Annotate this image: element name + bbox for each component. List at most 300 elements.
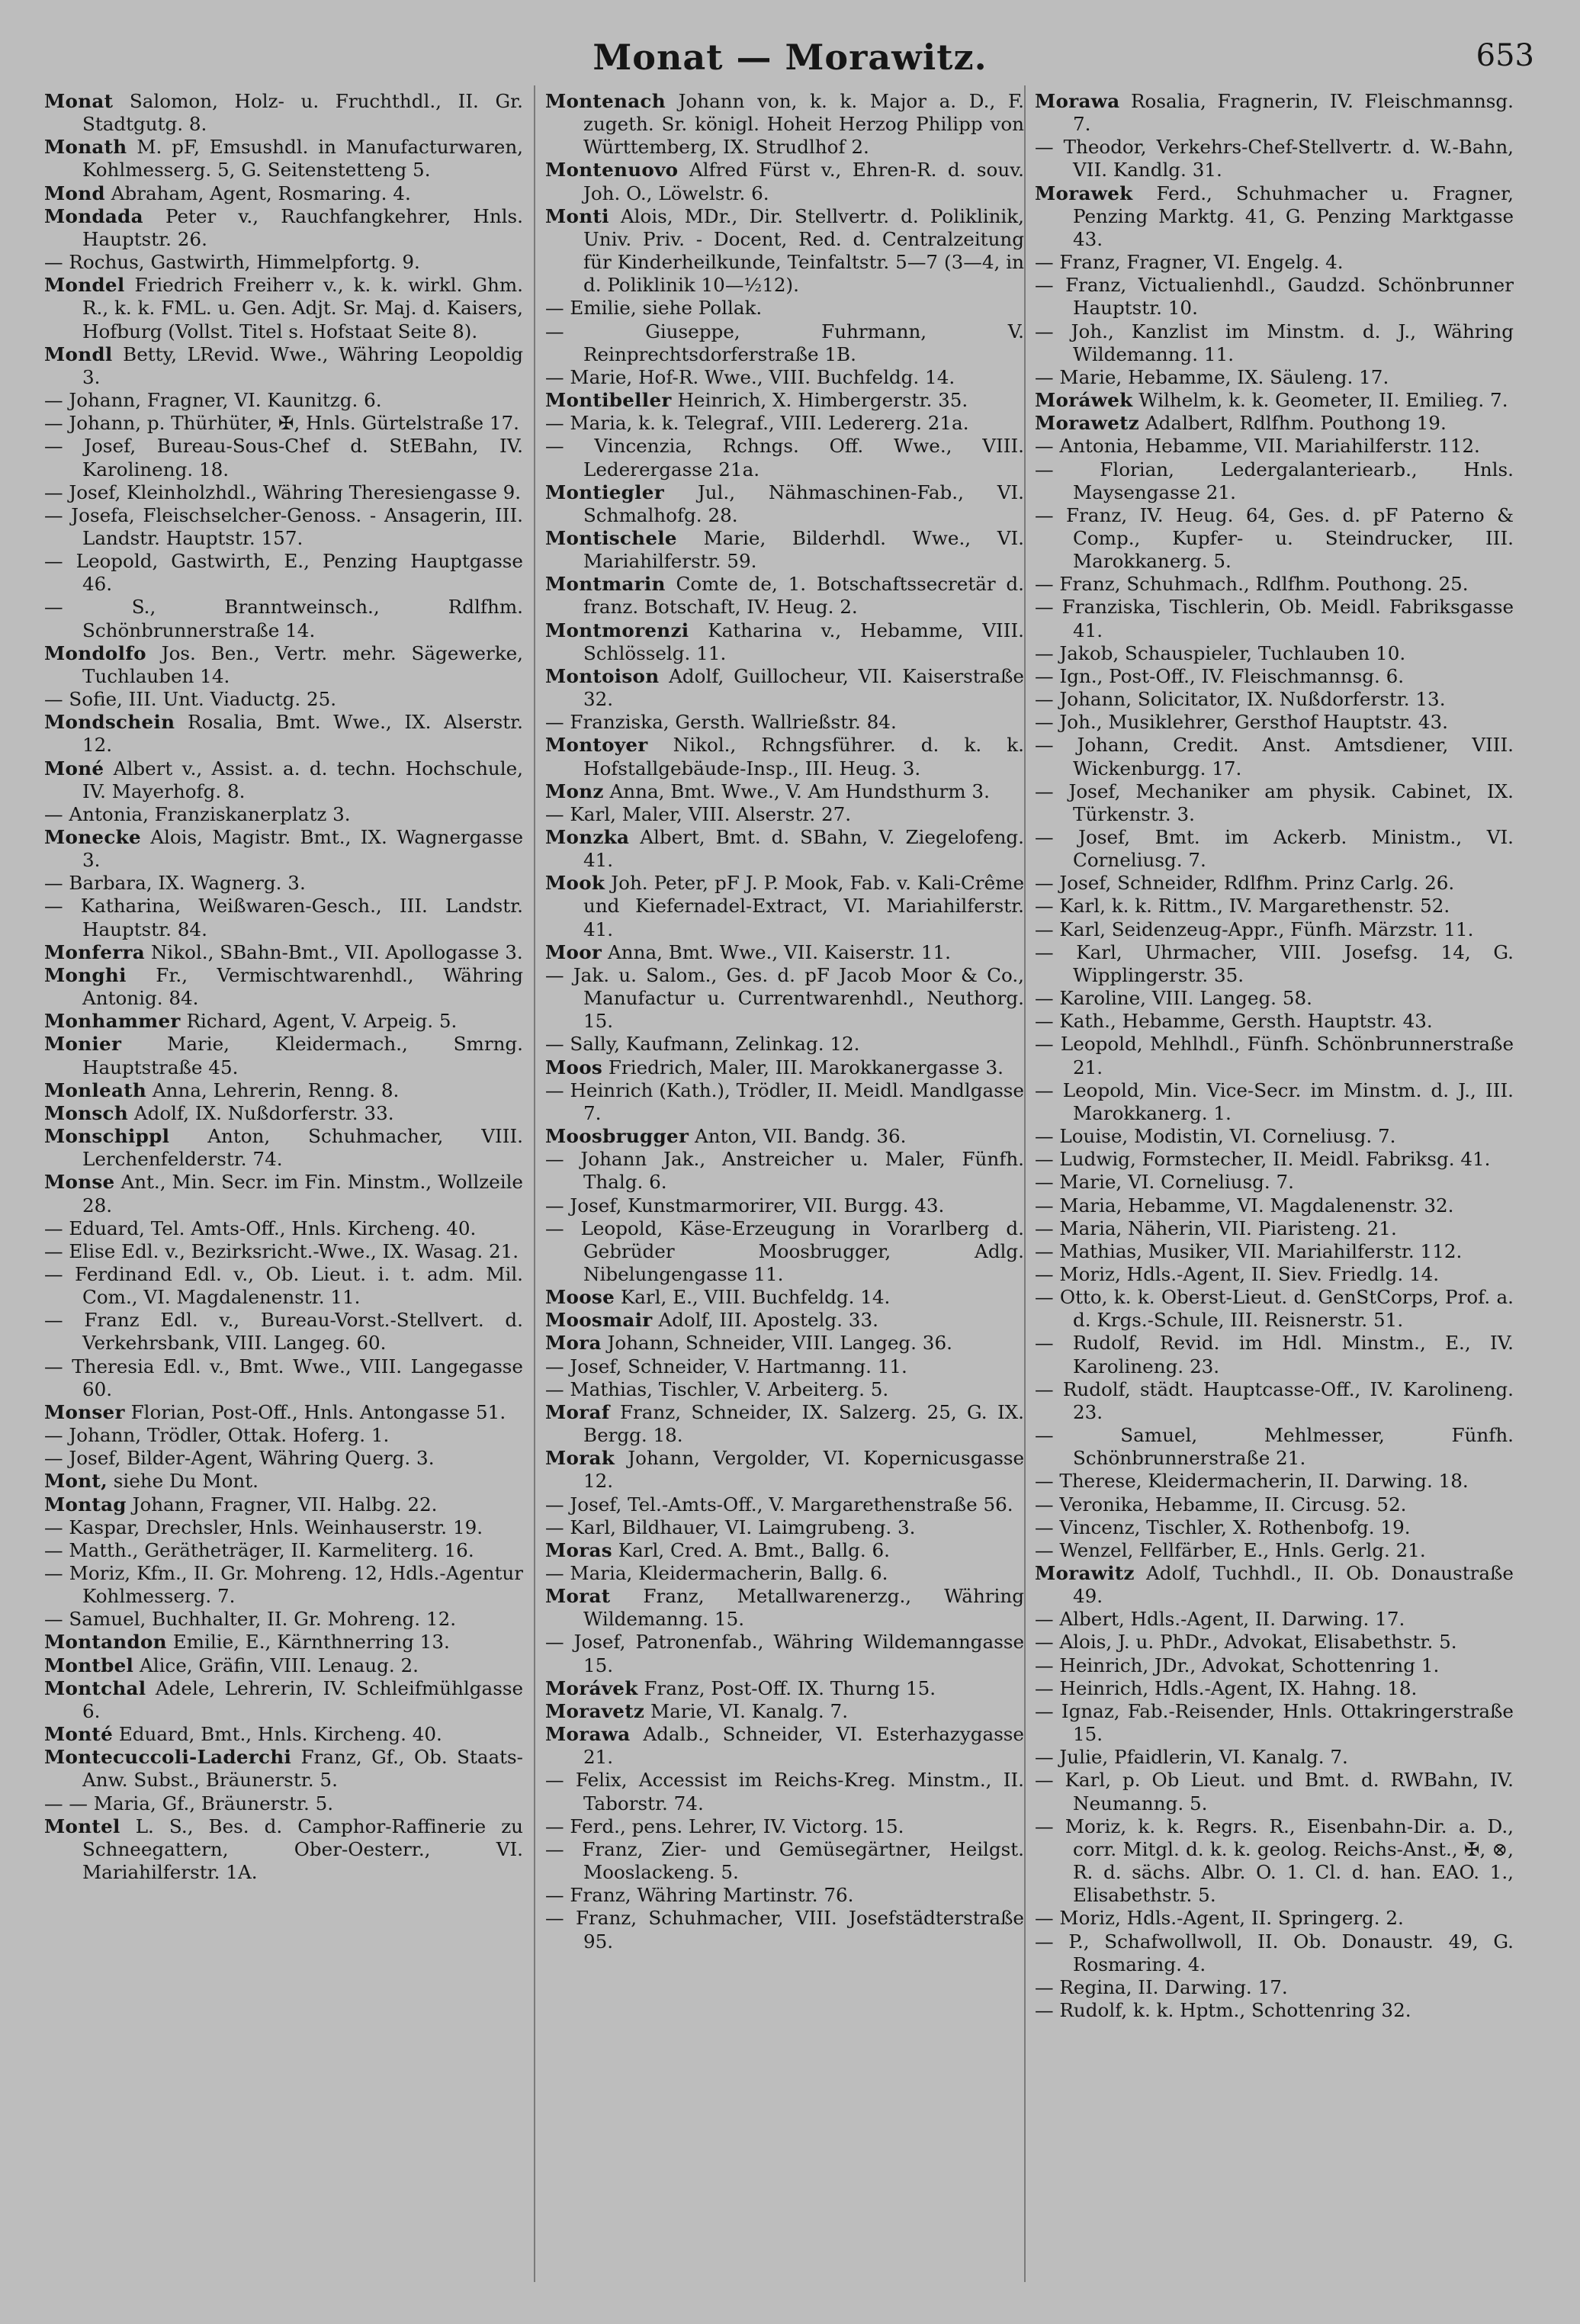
directory-entry xyxy=(545,90,1024,159)
entry-details: Adalbert, Rdlfhm. Pouthong 19. xyxy=(1139,412,1447,435)
entry-details: — Sofie, III. Unt. Viaductg. 25. xyxy=(44,688,337,711)
directory-entry xyxy=(545,1309,1024,1332)
entry-details: — Josefa, Fleischselcher-Genoss. - Ansagerin, III. Landstr. Hauptstr. 157. xyxy=(44,503,523,549)
entry-details: Adolf, Guillocheur, VII. Kaiserstraße 32. xyxy=(583,664,1024,711)
entry-details: Ferd., Schuhmacher u. Fragner, Penzing Marktg. 41, G. Penzing Marktgasse 43. xyxy=(1073,182,1514,250)
entry-surname: Monferra xyxy=(44,940,145,963)
entry-details: — Otto, k. k. Oberst-Lieut. d. GenStCorps, Prof. a. d. Krgs.-Schule, III. Reisnerstr. 51. xyxy=(1035,1286,1514,1332)
entry-details: Anna, Bmt. Wwe., VII. Kaiserstr. 11. xyxy=(602,940,951,963)
directory-entry xyxy=(1035,711,1514,734)
entry-details: Anna, Lehrerin, Renng. 8. xyxy=(146,1078,400,1101)
directory-entry xyxy=(545,1493,1024,1516)
entry-surname: Moráwek xyxy=(1035,389,1133,412)
entry-details: Jos. Ben., Vertr. mehr. Sägewerke, Tuchlauben 14. xyxy=(82,641,523,687)
entry-surname: Montenuovo xyxy=(545,159,679,182)
entry-surname: Montchal xyxy=(44,1676,146,1699)
directory-entry xyxy=(1035,1608,1514,1631)
directory-entry xyxy=(545,780,1024,803)
entry-details: Peter v., Rauchfangkehrer, Hnls. Hauptstr. 26. xyxy=(82,204,523,250)
entry-surname: Monz xyxy=(545,779,604,802)
entry-details: — Theresia Edl. v., Bmt. Wwe., VIII. Langegasse 60. xyxy=(44,1355,523,1400)
directory-entry xyxy=(44,1792,523,1815)
entry-details: — Josef, Schneider, V. Hartmanng. 11. xyxy=(545,1355,907,1377)
entry-surname: Monschippl xyxy=(44,1125,170,1148)
entry-details: — Florian, Ledergalanteriearb., Hnls. Maysengasse 21. xyxy=(1035,458,1514,503)
entry-details: Karl, E., VIII. Buchfeldg. 14. xyxy=(615,1286,891,1309)
entry-surname: Monath xyxy=(44,136,127,159)
directory-entry xyxy=(1035,251,1514,274)
entry-details: Albert v., Assist. a. d. techn. Hochschule, IV. Mayerhofg. 8. xyxy=(82,757,523,802)
entry-surname: Monzka xyxy=(545,826,630,848)
entry-details: Betty, LRevid. Wwe., Währing Leopoldig 3. xyxy=(82,342,523,388)
entry-surname: Mook xyxy=(545,872,605,895)
directory-entry xyxy=(1035,90,1514,136)
directory-entry xyxy=(44,1309,523,1355)
entry-details: Eduard, Bmt., Hnls. Kircheng. 40. xyxy=(113,1723,442,1746)
directory-entry xyxy=(44,1815,523,1884)
entry-details: — S., Branntweinsch., Rdlfhm. Schönbrunnerstraße 14. xyxy=(44,596,523,641)
entry-details: Alois, Magistr. Bmt., IX. Wagnergasse 3. xyxy=(82,826,523,872)
directory-entry xyxy=(44,389,523,412)
directory-entry xyxy=(44,688,523,711)
directory-entry xyxy=(1035,895,1514,918)
entry-details: — Elise Edl. v., Bezirksricht.-Wwe., IX. Wasag. 21. xyxy=(44,1239,519,1262)
entry-details: — Josef, Bureau-Sous-Chef d. StEBahn, IV. Karolineng. 18. xyxy=(44,435,523,481)
column-divider xyxy=(534,85,535,2282)
entry-details: — Heinrich (Kath.), Trödler, II. Meidl. Mandlgasse 7. xyxy=(545,1078,1024,1124)
entry-details: — Josef, Patronenfab., Währing Wildemanngasse 15. xyxy=(545,1631,1024,1676)
entry-surname: Montel xyxy=(44,1815,120,1837)
entry-details: — Ferd., pens. Lehrer, IV. Victorg. 15. xyxy=(545,1815,904,1837)
directory-entry xyxy=(1035,1999,1514,2022)
directory-entry xyxy=(545,1194,1024,1217)
entry-details: — Karl, Maler, VIII. Alserstr. 27. xyxy=(545,802,852,825)
entry-surname: Moor xyxy=(545,940,602,963)
entry-details: — Wenzel, Fellfärber, E., Hnls. Gerlg. 21. xyxy=(1035,1538,1426,1561)
directory-entry xyxy=(44,872,523,895)
directory-entry xyxy=(545,711,1024,734)
entry-details: — Rudolf, k. k. Hptm., Schottenring 32. xyxy=(1035,1998,1411,2021)
directory-entry xyxy=(44,136,523,182)
directory-entry xyxy=(1035,941,1514,987)
directory-entry xyxy=(44,251,523,274)
entry-surname: Monier xyxy=(44,1033,122,1056)
directory-entry xyxy=(545,1079,1024,1125)
entry-details: — Moriz, Kfm., II. Gr. Mohreng. 12, Hdls.-Agentur Kohlmesserg. 7. xyxy=(44,1562,523,1608)
entry-details: Abraham, Agent, Rosmaring. 4. xyxy=(104,182,411,204)
entry-details: — Theodor, Verkehrs-Chef-Stellvertr. d. W.-Bahn, VII. Kandlg. 31. xyxy=(1035,136,1514,182)
directory-entry xyxy=(545,1401,1024,1447)
directory-entry xyxy=(1035,1332,1514,1377)
directory-entry xyxy=(44,1401,523,1424)
entry-details: — Franziska, Tischlerin, Ob. Meidl. Fabriksgasse 41. xyxy=(1035,596,1514,641)
directory-entry xyxy=(44,182,523,205)
directory-entry xyxy=(1035,1700,1514,1746)
entry-surname: Monghi xyxy=(44,963,127,986)
entry-surname: Mondl xyxy=(44,342,113,365)
entry-details: — Felix, Accessist im Reichs-Kreg. Minstm., II. Taborstr. 74. xyxy=(545,1769,1024,1815)
entry-surname: Montischele xyxy=(545,526,677,549)
entry-details: — Maria, Hebamme, VI. Magdalenenstr. 32. xyxy=(1035,1194,1454,1217)
entry-details: Johann, Vergolder, VI. Kopernicusgasse 12. xyxy=(583,1447,1024,1493)
entry-details: — Barbara, IX. Wagnerg. 3. xyxy=(44,872,306,895)
entry-details: Johann, Fragner, VII. Halbg. 22. xyxy=(126,1493,438,1516)
entry-surname: Morawa xyxy=(1035,90,1120,112)
entry-details: — Josef, Mechaniker am physik. Cabinet, IX. Türkenstr. 3. xyxy=(1035,779,1514,825)
entry-details: — Regina, II. Darwing. 17. xyxy=(1035,1975,1288,1998)
entry-details: — Ignaz, Fab.-Reisender, Hnls. Ottakringerstraße 15. xyxy=(1035,1699,1514,1746)
entry-details: — Franz, Währing Martinstr. 76. xyxy=(545,1884,854,1907)
directory-column-2 xyxy=(545,90,1024,1953)
entry-details: — Joh., Musiklehrer, Gersthof Hauptstr. 43. xyxy=(1035,711,1448,734)
entry-details: — Ludwig, Formstecher, II. Meidl. Fabriksg. 41. xyxy=(1035,1148,1491,1171)
entry-details: — Josef, Schneider, Rdlfhm. Prinz Carlg. 26. xyxy=(1035,872,1455,895)
directory-entry xyxy=(1035,1010,1514,1033)
entry-details: — Jak. u. Salom., Ges. d. pF Jacob Moor & Co., Manufactur u. Currentwarenhdl., Neuthorg. 15. xyxy=(545,963,1024,1033)
entry-details: — Josef, Bmt. im Ackerb. Ministm., VI. Corneliusg. 7. xyxy=(1035,826,1514,872)
directory-entry xyxy=(545,412,1024,435)
entry-surname: Montandon xyxy=(44,1631,167,1654)
directory-entry xyxy=(44,1539,523,1562)
directory-entry xyxy=(1035,1148,1514,1171)
entry-details: — Giuseppe, Fuhrmann, V. Reinprechtsdorferstraße 1B. xyxy=(545,320,1024,365)
directory-entry xyxy=(44,90,523,136)
directory-entry xyxy=(44,1493,523,1516)
directory-entry xyxy=(1035,872,1514,895)
entry-surname: Montbel xyxy=(44,1654,134,1676)
entry-surname: Monhammer xyxy=(44,1010,181,1033)
entry-details: — Johann, p. Thürhüter, ✠, Hnls. Gürtelstraße 17. xyxy=(44,412,519,435)
entry-details: — Josef, Bilder-Agent, Währing Querg. 3. xyxy=(44,1447,435,1470)
directory-entry xyxy=(44,964,523,1010)
directory-entry xyxy=(1035,1654,1514,1677)
entry-surname: Montag xyxy=(44,1493,127,1516)
entry-details: Franz, Schneider, IX. Salzerg. 25, G. IX. Bergg. 18. xyxy=(583,1400,1024,1447)
entry-details: — Moriz, Hdls.-Agent, II. Siev. Friedlg. 14. xyxy=(1035,1262,1440,1285)
entry-details: — Franziska, Gersth. Wallrießstr. 84. xyxy=(545,711,897,734)
directory-entry xyxy=(545,297,1024,320)
directory-entry xyxy=(545,1355,1024,1378)
directory-entry xyxy=(1035,665,1514,688)
directory-entry xyxy=(44,1079,523,1102)
entry-surname: Monti xyxy=(545,204,609,227)
entry-details: Franz, Gf., Ob. Staats-Anw. Subst., Bräunerstr. 5. xyxy=(82,1746,523,1792)
entry-surname: Mondolfo xyxy=(44,641,146,664)
directory-entry xyxy=(44,1608,523,1631)
entry-details: — Heinrich, JDr., Advokat, Schottenring 1. xyxy=(1035,1654,1440,1676)
directory-entry xyxy=(44,1033,523,1078)
directory-entry xyxy=(1035,458,1514,504)
directory-entry xyxy=(44,1355,523,1401)
entry-surname: Mora xyxy=(545,1332,602,1355)
directory-entry xyxy=(1035,274,1514,320)
directory-entry xyxy=(44,1102,523,1125)
entry-details: — Moriz, k. k. Regrs. R., Eisenbahn-Dir. a. D., corr. Mitgl. d. k. k. geolog. Reichs-Anst., ✠, ⊗, R. d. sächs. Albr. O. 1. Cl. d. han. EAO. 1., Elisabethstr. 5. xyxy=(1035,1815,1514,1907)
directory-entry xyxy=(44,1447,523,1470)
entry-details: Alfred Fürst v., Ehren-R. d. souv. Joh. O., Löwelstr. 6. xyxy=(583,159,1024,204)
entry-details: Anton, Schuhmacher, VIII. Lerchenfelderstr. 74. xyxy=(82,1125,523,1171)
entry-details: — Moriz, Hdls.-Agent, II. Springerg. 2. xyxy=(1035,1907,1404,1930)
entry-details: Heinrich, X. Himbergerstr. 35. xyxy=(671,389,968,412)
entry-details: Franz, Post-Off. IX. Thurng 15. xyxy=(637,1676,936,1699)
directory-entry xyxy=(545,481,1024,527)
entry-details: — Ign., Post-Off., IV. Fleischmannsg. 6. xyxy=(1035,664,1405,687)
entry-details: — Maria, Kleidermacherin, Ballg. 6. xyxy=(545,1562,888,1584)
entry-details: Adele, Lehrerin, IV. Schleifmühlgasse 6. xyxy=(82,1676,523,1722)
entry-details: Richard, Agent, V. Arpeig. 5. xyxy=(180,1010,458,1033)
entry-details: Anton, VII. Bandg. 36. xyxy=(689,1125,907,1148)
entry-details: — Karl, k. k. Rittm., IV. Margarethenstr. 52. xyxy=(1035,895,1450,918)
entry-details: — Johann, Fragner, VI. Kaunitzg. 6. xyxy=(44,389,382,412)
directory-entry xyxy=(545,665,1024,711)
entry-surname: Morawetz xyxy=(1035,412,1140,435)
entry-details: Salomon, Holz- u. Fruchthdl., II. Gr. Stadtgutg. 8. xyxy=(82,90,523,136)
entry-details: Friedrich, Maler, III. Marokkanergasse 3. xyxy=(602,1056,1004,1078)
directory-entry xyxy=(545,159,1024,204)
directory-entry xyxy=(545,1907,1024,1953)
directory-entry xyxy=(1035,1286,1514,1332)
entry-surname: Mond xyxy=(44,182,105,204)
entry-details: Nikol., SBahn-Bmt., VII. Apollogasse 3. xyxy=(145,940,523,963)
directory-entry xyxy=(545,1217,1024,1286)
entry-details: — Mathias, Tischler, V. Arbeiterg. 5. xyxy=(545,1377,889,1400)
directory-entry xyxy=(545,1332,1024,1355)
entry-details: — Alois, J. u. PhDr., Advokat, Elisabethstr. 5. xyxy=(1035,1631,1457,1654)
directory-entry xyxy=(545,1700,1024,1723)
entry-details: — Rudolf, städt. Hauptcasse-Off., IV. Karolineng. 23. xyxy=(1035,1377,1514,1423)
directory-entry xyxy=(545,941,1024,964)
directory-entry xyxy=(1035,1677,1514,1700)
entry-surname: Monleath xyxy=(44,1078,147,1101)
entry-details: — Josef, Kunstmarmorirer, VII. Burgg. 43. xyxy=(545,1194,945,1217)
directory-entry xyxy=(1035,1424,1514,1470)
entry-details: — Johann, Trödler, Ottak. Hoferg. 1. xyxy=(44,1424,390,1447)
directory-entry xyxy=(1035,780,1514,826)
entry-details: — Karoline, VIII. Langeg. 58. xyxy=(1035,987,1312,1010)
directory-entry xyxy=(1035,1631,1514,1654)
entry-details: — Leopold, Mehlhdl., Fünfh. Schönbrunnerstraße 21. xyxy=(1035,1033,1514,1078)
entry-details: Florian, Post-Off., Hnls. Antongasse 51. xyxy=(124,1400,506,1423)
entry-surname: Monat xyxy=(44,90,114,112)
directory-entry xyxy=(545,389,1024,412)
directory-entry xyxy=(44,1516,523,1539)
entry-details: — Matth., Gerätheträger, II. Karmeliterg. 16. xyxy=(44,1538,474,1561)
directory-entry xyxy=(545,435,1024,481)
entry-details: Adalb., Schneider, VI. Esterhazygasse 21. xyxy=(583,1723,1024,1769)
entry-details: — Mathias, Musiker, VII. Mariahilferstr. 112. xyxy=(1035,1239,1463,1262)
directory-entry xyxy=(1035,1815,1514,1908)
directory-entry xyxy=(1035,182,1514,251)
entry-details: — Katharina, Weißwaren-Gesch., III. Landstr. Hauptstr. 84. xyxy=(44,895,523,940)
directory-entry xyxy=(1035,1493,1514,1516)
directory-entry xyxy=(44,1631,523,1654)
directory-entry xyxy=(1035,987,1514,1010)
directory-entry xyxy=(545,1723,1024,1769)
entry-details: — Franz, Zier- und Gemüsegärtner, Heilgst. Mooslackeng. 5. xyxy=(545,1837,1024,1884)
directory-entry xyxy=(545,1562,1024,1585)
directory-entry xyxy=(545,1884,1024,1907)
entry-surname: Moosmair xyxy=(545,1309,653,1332)
entry-details: Fr., Vermischtwarenhdl., Währing Antonig. 84. xyxy=(82,963,523,1010)
entry-details: — Leopold, Gastwirth, E., Penzing Hauptgasse 46. xyxy=(44,550,523,596)
entry-details: Alice, Gräfin, VIII. Lenaug. 2. xyxy=(133,1654,419,1676)
directory-entry xyxy=(545,964,1024,1033)
entry-details: — Karl, Seidenzeug-Appr., Fünfh. Märzstr. 11. xyxy=(1035,918,1474,940)
entry-details: — Maria, Näherin, VII. Piaristeng. 21. xyxy=(1035,1217,1397,1239)
entry-details: — Karl, p. Ob Lieut. und Bmt. d. RWBahn, IV. Neumanng. 5. xyxy=(1035,1769,1514,1815)
directory-entry xyxy=(44,711,523,757)
entry-surname: Montecuccoli-Laderchi xyxy=(44,1746,292,1769)
directory-entry xyxy=(44,412,523,435)
directory-entry xyxy=(1035,1240,1514,1263)
directory-entry xyxy=(44,757,523,803)
entry-surname: Montibeller xyxy=(545,389,672,412)
directory-entry xyxy=(1035,688,1514,711)
entry-details: Marie, VI. Kanalg. 7. xyxy=(644,1699,849,1722)
entry-details: M. pF, Emsushdl. in Manufacturwaren, Kohlmesserg. 5, G. Seitenstetteng 5. xyxy=(82,136,523,182)
entry-details: — Samuel, Buchhalter, II. Gr. Mohreng. 12. xyxy=(44,1608,457,1631)
entry-surname: Moras xyxy=(545,1538,612,1561)
entry-details: — Johann, Solicitator, IX. Nußdorferstr. 13. xyxy=(1035,688,1446,711)
entry-details: — — Maria, Gf., Bräunerstr. 5. xyxy=(44,1792,334,1815)
directory-entry xyxy=(44,435,523,481)
directory-entry xyxy=(1035,1930,1514,1976)
directory-entry xyxy=(545,1447,1024,1493)
entry-details: — Jakob, Schauspieler, Tuchlauben 10. xyxy=(1035,641,1406,664)
entry-details: — Veronika, Hebamme, II. Circusg. 52. xyxy=(1035,1493,1407,1516)
entry-surname: Morawitz xyxy=(1035,1562,1135,1584)
directory-entry xyxy=(1035,504,1514,573)
entry-details: — Franz, Victualienhdl., Gaudzd. Schönbrunner Hauptstr. 10. xyxy=(1035,274,1514,320)
entry-details: — Maria, k. k. Telegraf., VIII. Ledererg. 21a. xyxy=(545,412,969,435)
entry-details: — Marie, Hebamme, IX. Säuleng. 17. xyxy=(1035,365,1389,388)
directory-entry xyxy=(1035,734,1514,779)
entry-details: Albert, Bmt. d. SBahn, V. Ziegelofeng. 41. xyxy=(583,826,1024,872)
entry-details: — Franz, Schuhmacher, VIII. Josefstädterstraße 95. xyxy=(545,1907,1024,1953)
directory-entry xyxy=(1035,1194,1514,1217)
entry-details: — Emilie, siehe Pollak. xyxy=(545,297,763,320)
column-divider xyxy=(1024,85,1026,2282)
entry-surname: Monté xyxy=(44,1723,114,1746)
directory-entry xyxy=(1035,1125,1514,1148)
directory-entry xyxy=(545,1033,1024,1056)
directory-entry xyxy=(44,642,523,688)
entry-details: L. S., Bes. d. Camphor-Raffinerie zu Schneegattern, Ober-Oesterr., VI. Mariahilferstr. 1A. xyxy=(82,1815,523,1884)
entry-surname: Morawa xyxy=(545,1723,631,1746)
entry-details: — Karl, Uhrmacher, VIII. Josefsg. 14, G. Wipplingerstr. 35. xyxy=(1035,940,1514,986)
directory-entry xyxy=(44,803,523,826)
entry-details: Joh. Peter, pF J. P. Mook, Fab. v. Kali-Crême und Kiefernadel-Extract, VI. Mariahilferstr. 41. xyxy=(583,872,1024,940)
entry-surname: Monsch xyxy=(44,1101,129,1124)
directory-entry xyxy=(1035,435,1514,458)
directory-entry xyxy=(1035,1079,1514,1125)
entry-details: Franz, Metallwarenerzg., Währing Wildemanng. 15. xyxy=(583,1585,1024,1631)
directory-entry xyxy=(1035,389,1514,412)
entry-details: — Samuel, Mehlmesser, Fünfh. Schönbrunnerstraße 21. xyxy=(1035,1424,1514,1470)
directory-entry xyxy=(545,1516,1024,1539)
directory-entry xyxy=(545,205,1024,297)
entry-surname: Moraf xyxy=(545,1400,610,1423)
entry-surname: Montmorenzi xyxy=(545,619,689,641)
entry-details: Marie, Bilderhdl. Wwe., VI. Mariahilferstr. 59. xyxy=(583,526,1024,573)
entry-details: — Eduard, Tel. Amts-Off., Hnls. Kircheng. 40. xyxy=(44,1217,477,1239)
entry-surname: Morak xyxy=(545,1447,615,1470)
directory-entry xyxy=(545,1148,1024,1194)
directory-entry xyxy=(44,1240,523,1263)
entry-details: — Josef, Tel.-Amts-Off., V. Margarethenstraße 56. xyxy=(545,1493,1013,1516)
directory-entry xyxy=(545,1631,1024,1676)
entry-details: Katharina v., Hebamme, VIII. Schlösselg. 11. xyxy=(583,619,1024,664)
entry-details: Emilie, E., Kärnthnerring 13. xyxy=(166,1631,450,1654)
entry-details: — Franz, Fragner, VI. Engelg. 4. xyxy=(1035,251,1344,274)
entry-surname: Moose xyxy=(545,1286,615,1309)
directory-entry xyxy=(44,941,523,964)
directory-entry xyxy=(545,1585,1024,1631)
entry-surname: Morat xyxy=(545,1585,611,1608)
entry-surname: Montmarin xyxy=(545,573,666,596)
directory-column-3 xyxy=(1035,90,1514,2022)
directory-entry xyxy=(545,1677,1024,1700)
directory-entry xyxy=(545,1056,1024,1079)
entry-surname: Moos xyxy=(545,1056,603,1078)
directory-entry xyxy=(44,1677,523,1723)
entry-details: — Rochus, Gastwirth, Himmelpfortg. 9. xyxy=(44,251,420,274)
entry-details: — Antonia, Franziskanerplatz 3. xyxy=(44,802,351,825)
directory-entry xyxy=(545,1769,1024,1815)
entry-surname: Montiegler xyxy=(545,481,665,503)
directory-entry xyxy=(44,1263,523,1309)
directory-entry xyxy=(44,504,523,550)
entry-details: Johann von, k. k. Major a. D., F. zugeth. Sr. königl. Hoheit Herzog Philipp von Württemberg, IX. Strudlhof 2. xyxy=(583,90,1024,159)
entry-details: — Franz Edl. v., Bureau-Vorst.-Stellvert. d. Verkehrsbank, VIII. Langeg. 60. xyxy=(44,1309,523,1355)
entry-details: — P., Schafwollwoll, II. Ob. Donaustr. 49, G. Rosmaring. 4. xyxy=(1035,1930,1514,1975)
directory-entry xyxy=(44,596,523,641)
directory-entry xyxy=(1035,1263,1514,1286)
directory-entry xyxy=(1035,826,1514,872)
entry-details: Anna, Bmt. Wwe., V. Am Hundsthurm 3. xyxy=(603,779,990,802)
entry-surname: Moosbrugger xyxy=(545,1125,689,1148)
page-header xyxy=(0,31,1580,84)
directory-entry xyxy=(44,205,523,251)
directory-entry xyxy=(44,1217,523,1240)
entry-details: — Kath., Hebamme, Gersth. Hauptstr. 43. xyxy=(1035,1010,1433,1033)
directory-entry xyxy=(545,803,1024,826)
entry-details: — Vincenz, Tischler, X. Rothenbofg. 19. xyxy=(1035,1516,1411,1538)
entry-details: siehe Du Mont. xyxy=(107,1470,259,1493)
entry-details: Adolf, IX. Nußdorferstr. 33. xyxy=(128,1101,394,1124)
directory-entry xyxy=(545,366,1024,389)
directory-entry xyxy=(44,1746,523,1792)
directory-entry xyxy=(545,1125,1024,1148)
entry-details: — Heinrich, Hdls.-Agent, IX. Hahng. 18. xyxy=(1035,1676,1418,1699)
directory-entry xyxy=(44,895,523,940)
entry-details: Johann, Schneider, VIII. Langeg. 36. xyxy=(601,1332,952,1355)
directory-entry xyxy=(44,1010,523,1033)
entry-details: Jul., Nähmaschinen-Fab., VI. Schmalhofg. 28. xyxy=(583,481,1024,526)
directory-entry xyxy=(1035,1378,1514,1424)
directory-entry xyxy=(1035,1516,1514,1539)
directory-entry xyxy=(1035,1769,1514,1815)
directory-entry xyxy=(44,1654,523,1677)
entry-details: Rosalia, Bmt. Wwe., IX. Alserstr. 12. xyxy=(82,711,523,757)
directory-entry xyxy=(44,826,523,872)
entry-details: — Kaspar, Drechsler, Hnls. Weinhauserstr. 19. xyxy=(44,1516,483,1538)
entry-details: Adolf, Tuchhdl., II. Ob. Donaustraße 49. xyxy=(1073,1562,1514,1608)
directory-entry xyxy=(1035,320,1514,366)
entry-details: — Joh., Kanzlist im Minstm. d. J., Währing Wildemanng. 11. xyxy=(1035,320,1514,365)
directory-entry xyxy=(1035,642,1514,665)
directory-entry xyxy=(44,481,523,504)
